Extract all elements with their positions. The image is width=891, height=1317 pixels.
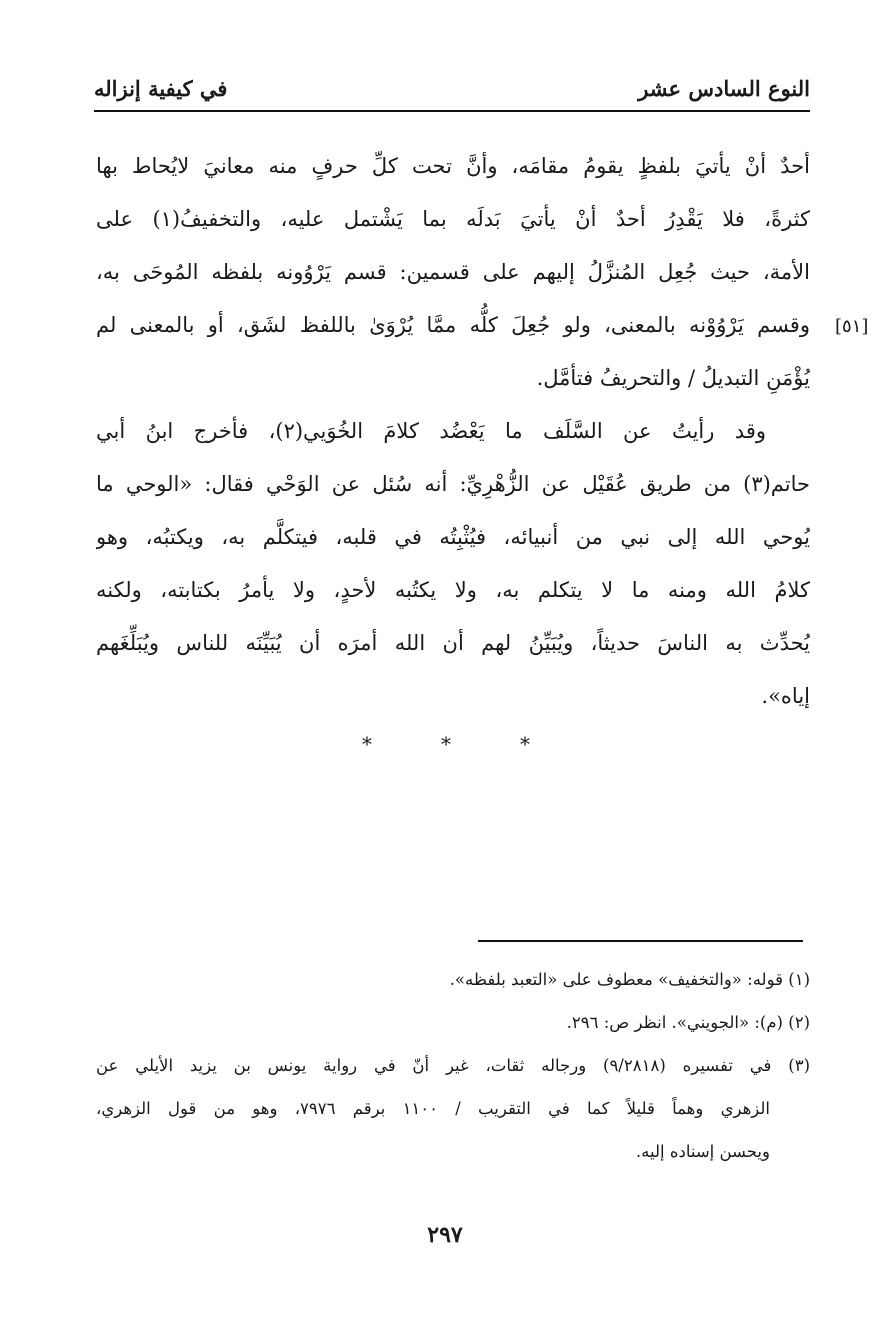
text-line: يُحدِّث به الناسَ حديثاً، ويُبَيِّنُ لهم أن الله أمرَه أن يُبَيِّنَه للناس ويُبَلِّغَهم [96, 631, 810, 655]
page-number: ٢٩٧ [427, 1222, 463, 1248]
main-text [96, 140, 810, 723]
footnote-3-continued: ويحسن إسناده إليه. [635, 1142, 770, 1161]
text-line: يُوحي الله إلى نبي من أنبيائه، فيُثْبِتُه في قلبه، فيتكلَّم به، ويكتبُه، وهو [96, 525, 810, 549]
chapter-title: النوع السادس عشر [638, 76, 810, 101]
footnotes [96, 958, 810, 1173]
footnote-3-continued: الزهري وهماً قليلاً كما في التقريب / ١١٠٠ برقم ٧٩٧٦، وهو من قول الزهري، [96, 1099, 771, 1118]
asterisk: * [520, 732, 530, 756]
asterisk: * [362, 732, 372, 756]
running-header [94, 68, 810, 112]
text-line: يُؤْمَنِ التبديلُ / والتحريفُ فتأمَّل. [536, 366, 810, 390]
text-line: الأمة، حيث جُعِل المُنزَّلُ إليهم على قسمين: قسم يَرْوُونه بلفظه المُوحَى به، [96, 260, 810, 284]
text-line: أحدٌ أنْ يأتيَ بلفظٍ يقومُ مقامَه، وأنَّ تحت كلِّ حرفٍ منه معانيَ لايُحاط بها [96, 154, 810, 178]
section-title: في كيفية إنزاله [94, 76, 228, 101]
footnote-3: (٣) في تفسيره (٩/٢٨١٨) ورجاله ثقات، غير أنّ في رواية يونس بن يزيد الأيلي عن [96, 1056, 810, 1075]
footnote-1: (١) قوله: «والتخفيف» معطوف على «التعبد بلفظه». [449, 970, 810, 989]
text-line: إياه». [761, 684, 810, 708]
text-line: وقسم يَرْوُوْنه بالمعنى، ولو جُعِلَ كلُّه ممَّا يُرْوَىٰ باللفظ لشَق، أو بالمعنى لم [96, 313, 810, 337]
footnote-2: (٢) (م): «الجويني». انظر ص: ٢٩٦. [566, 1013, 810, 1032]
manuscript-folio-marker: [٥١] [835, 316, 869, 337]
footnote-rule [478, 940, 803, 942]
text-line: كثرةً، فلا يَقْدِرُ أحدٌ أنْ يأتيَ بَدلَه بما يَشْتمل عليه، والتخفيفُ(١) على [96, 207, 810, 231]
header-rule [94, 110, 810, 112]
text-line: وقد رأيتُ عن السَّلَف ما يَعْضُد كلامَ الخُوَيي(٢)، فأخرج ابنُ أبي [96, 419, 767, 443]
asterisk: * [441, 732, 451, 756]
section-separator [362, 732, 530, 756]
text-line: كلامُ الله ومنه ما لا يتكلم به، ولا يكتُبه لأحدٍ، ولا يأمرُ بكتابته، ولكنه [96, 578, 810, 602]
text-line: حاتم(٣) من طريق عُقَيْل عن الزُّهْرِيِّ: أنه سُئل عن الوَحْي فقال: «الوحي ما [96, 472, 810, 496]
